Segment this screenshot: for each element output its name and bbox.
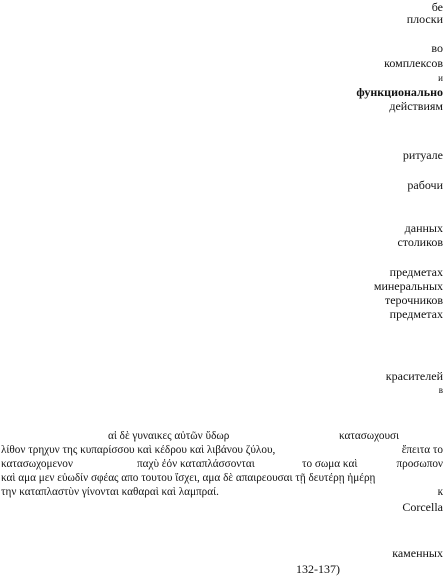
greek-attribution: Corcella bbox=[402, 500, 443, 514]
word-kompleksov: комплексов bbox=[384, 56, 443, 70]
greek-line-5-tail: к bbox=[437, 486, 443, 498]
greek-line-1a: αἱ δὲ γυναικες αὐτῶν ὕδωρ bbox=[108, 430, 230, 442]
word-predmetah-2: предметах bbox=[389, 307, 443, 321]
word-stolikov: столиков bbox=[397, 235, 443, 249]
word-krasiteley: красителей bbox=[385, 369, 443, 383]
word-terochnikov: терочников bbox=[384, 293, 443, 307]
greek-line-3d: προσωπον bbox=[396, 458, 443, 470]
greek-line-5: την καταπλαστὺν γίνονται καθαραὶ καὶ λαμπραί. bbox=[1, 486, 219, 498]
word-dannyh: данных bbox=[404, 221, 443, 235]
word-i: и bbox=[438, 73, 443, 83]
greek-line-4: καὶ αμα μεν εὐωδίν σφέας απο τουτου ἴσχει, αμα δὲ απαιρεουσαι τῇ δευτέρῃ ἡμέρῃ bbox=[1, 472, 376, 484]
word-rabochi: рабочи bbox=[407, 178, 443, 192]
greek-line-3c: το σωμα καὶ bbox=[302, 458, 358, 470]
word-funktsionalno: функционально bbox=[356, 85, 443, 99]
greek-line-3a: κατασωχομενον bbox=[1, 458, 73, 470]
footer-word-kamennyh: каменных bbox=[392, 546, 443, 560]
word-vo: во bbox=[431, 41, 443, 55]
greek-line-1b: κατασωχουσι bbox=[339, 430, 400, 442]
page-reference: 132-137) bbox=[296, 562, 340, 576]
word-ploski: плоски bbox=[406, 12, 443, 26]
word-v: в bbox=[438, 385, 443, 395]
word-predmetah-1: предметах bbox=[389, 265, 443, 279]
greek-line-2: λίθον τρηχυν της κυπαρίσσου καὶ κέδρου καὶ λιβάνου ζύλου, bbox=[1, 444, 276, 456]
word-ritual: ритуале bbox=[402, 148, 443, 162]
word-deystviyam: действиям bbox=[389, 99, 443, 113]
greek-line-3b: παχὺ ἐόν καταπλάσσονται bbox=[137, 458, 255, 470]
word-mineralnyh: минеральных bbox=[373, 279, 443, 293]
word-be: бе bbox=[431, 0, 443, 14]
greek-line-2-tail: ἔπειτα το bbox=[401, 444, 443, 456]
